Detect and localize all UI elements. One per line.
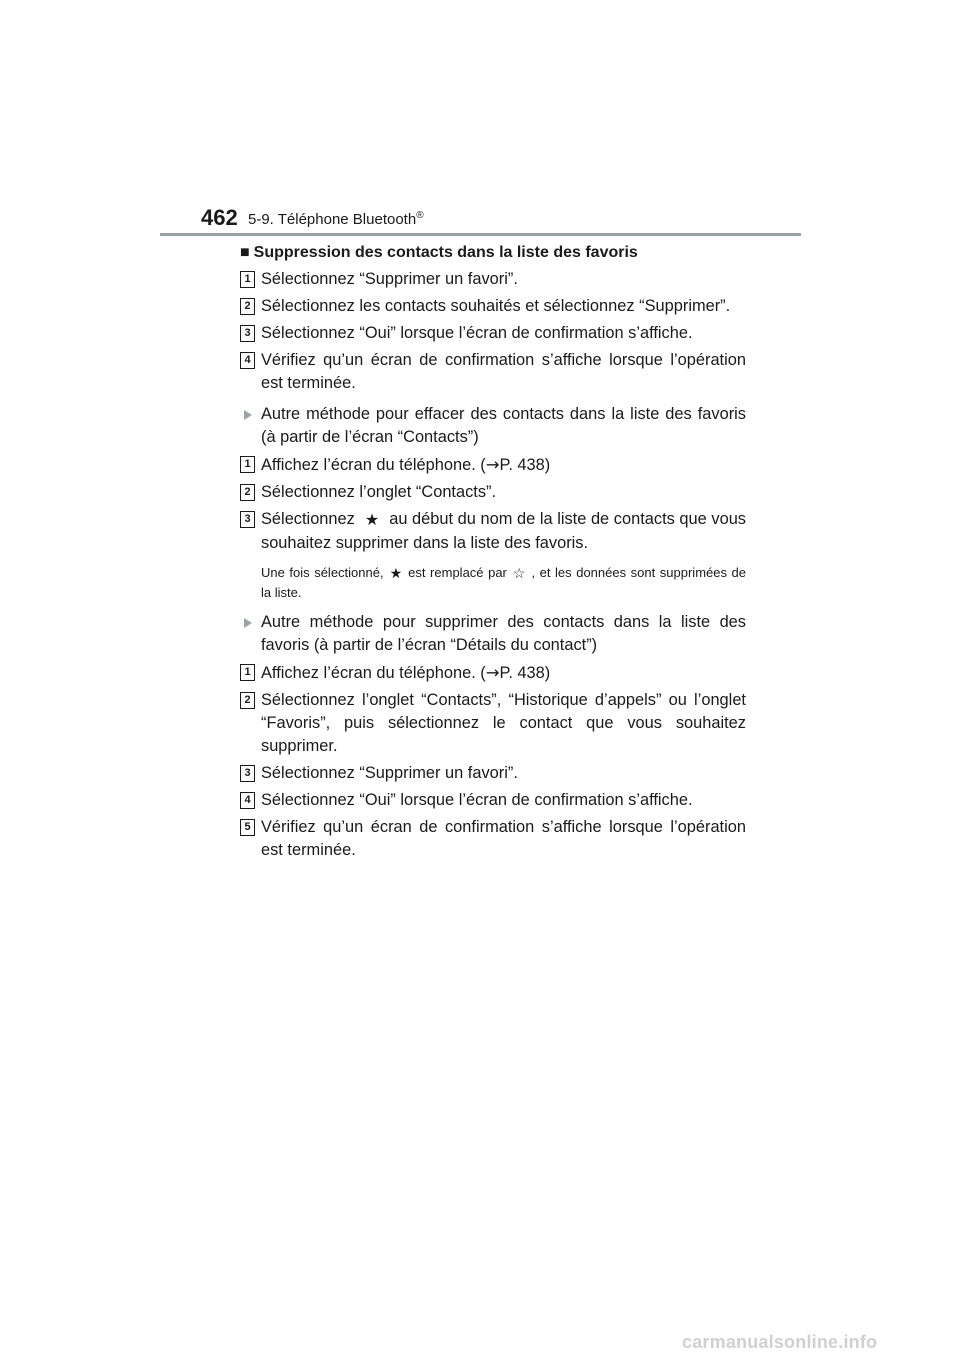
step-item (240, 268, 746, 291)
step-text: Sélectionnez “Oui” lorsque l’écran de confirmation s’affiche. (261, 324, 693, 342)
alternative-method-heading (240, 403, 746, 449)
step-text: Sélectionnez (261, 510, 355, 528)
step-text-continued: au début du nom de la liste de contacts que vous souhaitez supprimer dans la liste des favoris. (261, 510, 746, 552)
arrow-right-icon: → (485, 663, 500, 682)
step-item (240, 295, 746, 318)
step-text: Sélectionnez l’onglet “Contacts”, “Historique d’appels” ou l’onglet “Favoris”, puis sélectionnez le contact que vous souhaitez supprimer. (261, 691, 746, 755)
step-item (240, 689, 746, 758)
note-text (240, 563, 746, 603)
page-number: 462 (201, 205, 238, 230)
section-heading-text: Suppression des contacts dans la liste des favoris (253, 244, 638, 261)
step-text: Sélectionnez les contacts souhaités et sélectionnez “Supprimer”. (261, 297, 731, 315)
step-number-badge: 2 (240, 298, 255, 315)
alternative-method-text: Autre méthode pour supprimer des contacts dans la liste des favoris (à partir de l’écran “Détails du contact”) (261, 613, 746, 654)
star-outline-icon: ☆ (512, 565, 526, 581)
step-number-badge: 3 (240, 765, 255, 782)
header-title-text: 5-9. Téléphone Bluetooth (248, 211, 417, 228)
step-item (240, 762, 746, 785)
step-number-badge: 1 (240, 664, 255, 681)
step-item (240, 349, 746, 395)
alternative-method-text: Autre méthode pour effacer des contacts dans la liste des favoris (à partir de l’écran “Contacts”) (261, 405, 746, 446)
step-item (240, 322, 746, 345)
section-header-title (248, 210, 424, 228)
header-divider (160, 233, 801, 236)
triangle-bullet-icon (244, 618, 252, 628)
page-reference: P. 438) (499, 456, 551, 474)
step-text: Vérifiez qu’un écran de confirmation s’affiche lorsque l’opération est terminée. (261, 818, 746, 859)
triangle-bullet-icon (244, 410, 252, 420)
registered-mark: ® (416, 210, 424, 221)
note-part: est remplacé par (408, 565, 507, 580)
arrow-right-icon: → (485, 455, 500, 474)
step-item (240, 661, 746, 685)
step-text: Sélectionnez “Oui” lorsque l’écran de confirmation s’affiche. (261, 791, 693, 809)
page-reference: P. 438) (499, 664, 551, 682)
note-part: Une fois sélectionné, (261, 565, 384, 580)
step-item (240, 481, 746, 504)
step-number-badge: 2 (240, 484, 255, 501)
alternative-method-heading (240, 611, 746, 657)
watermark: carmanualsonline.info (682, 1332, 878, 1352)
step-number-badge: 4 (240, 352, 255, 369)
step-text: Sélectionnez “Supprimer un favori”. (261, 764, 518, 782)
note-part: , et les données sont supprimées de la liste. (261, 565, 747, 600)
step-text: Affichez l’écran du téléphone. ( (261, 456, 486, 474)
page-content (240, 242, 746, 866)
star-filled-icon: ★ (364, 512, 380, 529)
step-number-badge: 1 (240, 271, 255, 288)
step-item (240, 508, 746, 555)
step-number-badge: 4 (240, 792, 255, 809)
step-number-badge: 3 (240, 511, 255, 528)
step-text: Sélectionnez “Supprimer un favori”. (261, 270, 518, 288)
step-item (240, 816, 746, 862)
step-number-badge: 3 (240, 325, 255, 342)
square-bullet-icon: ■ (240, 244, 250, 261)
step-text: Affichez l’écran du téléphone. ( (261, 664, 486, 682)
section-heading (240, 242, 746, 264)
step-number-badge: 1 (240, 456, 255, 473)
step-text: Vérifiez qu’un écran de confirmation s’affiche lorsque l’opération est terminée. (261, 351, 746, 392)
step-number-badge: 2 (240, 692, 255, 709)
step-number-badge: 5 (240, 819, 255, 836)
step-text: Sélectionnez l’onglet “Contacts”. (261, 483, 497, 501)
star-filled-icon: ★ (389, 565, 403, 581)
step-item (240, 453, 746, 477)
step-item (240, 789, 746, 812)
